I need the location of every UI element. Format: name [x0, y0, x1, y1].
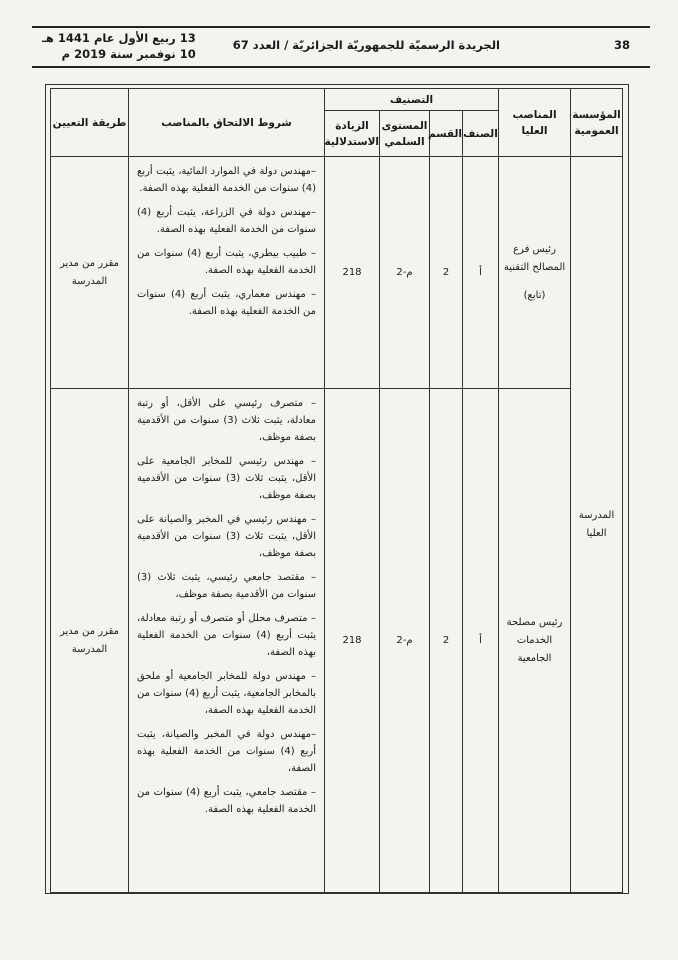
condition-item: – متصرف رئيسي على الأقل، أو رتبة معادلة، يثبت ثلاث (3) سنوات من الأقدمية بصفة موظف،: [137, 398, 316, 443]
condition-item: – مهندس دولة للمخابر الجامعية أو ملحق بالمخابر الجامعية، يثبت أربع (4) سنوات من الخدمة الفعلية بهذه الصفة،: [137, 671, 316, 716]
category-cell: أ: [463, 157, 499, 389]
condition-item: – مهندس معماري، يثبت أربع (4) سنوات من الخدمة الفعلية بهذه الصفة.: [137, 289, 316, 317]
condition-item: – مهندس رئيسي في المخبر والصيانة على الأقل، يثبت ثلاث (3) سنوات من الأقدمية بصفة موظف،: [137, 514, 316, 559]
institution-value: المدرسة العليا: [578, 509, 615, 539]
section-cell: 2: [430, 157, 463, 389]
condition-item: – متصرف محلل أو متصرف أو رتبة معادلة، يثبت أربع (4) سنوات من الخدمة الفعلية بهذه الصفة،: [137, 613, 317, 658]
appointment-cell: [51, 389, 129, 893]
condition-item: –مهندس دولة في المخبر والصيانة، يثبت أربع (4) سنوات من الخدمة الفعلية بهذه الصفة،: [137, 729, 317, 774]
condition-item: – مهندس رئيسي للمخابر الجامعية على الأقل، يثبت ثلاث (3) سنوات من الأقدمية بصفة موظف،: [137, 456, 316, 501]
position-cell: [499, 157, 571, 389]
position-cell: [499, 389, 571, 893]
conditions-cell: [129, 389, 325, 893]
header-level: المستوى السلمي: [380, 111, 430, 157]
increase-cell: 218: [325, 157, 380, 389]
header-section: القسم: [430, 111, 463, 157]
increase-cell: 218: [325, 389, 380, 893]
section-cell: 2: [430, 389, 463, 893]
date-gregorian: 10 نوفمبر سنة 2019 م: [61, 47, 196, 61]
table-row: [51, 389, 623, 893]
position-note: (تابع): [523, 289, 546, 301]
header-institution: المؤسسة العمومية: [571, 89, 623, 157]
header-positions: المناصب العليا: [499, 89, 571, 157]
condition-item: – مقتصد جامعي رئيسي، يثبت ثلاث (3) سنوات من الأقدمية بصفة موظف،: [137, 572, 316, 600]
category-cell: أ: [463, 389, 499, 893]
institution-cell: [571, 157, 623, 893]
header-category: الصنف: [463, 111, 499, 157]
level-cell: م-2: [380, 157, 430, 389]
conditions-cell: [129, 157, 325, 389]
gazette-title: الجريدة الرسميّة للجمهوريّة الجزائريّة / العدد 67: [232, 38, 500, 52]
header-classification: التصنيف: [325, 89, 499, 111]
condition-item: – مقتصد جامعي، يثبت أربع (4) سنوات من الخدمة الفعلية بهذه الصفة.: [137, 787, 316, 815]
appointment-cell: [51, 157, 129, 389]
page-header: [32, 26, 650, 68]
header-conditions: شروط الالتحاق بالمناصب: [129, 89, 325, 157]
position-name: رئيس مصلحة الخدمات الجامعية: [506, 616, 563, 664]
page-number: 38: [613, 38, 630, 52]
date-hijri: 13 ربيع الأول عام 1441 هـ: [42, 31, 196, 45]
appointment-value: مقرر من مدير المدرسة: [60, 257, 119, 287]
condition-item: – طبيب بيطري، يثبت أربع (4) سنوات من الخدمة الفعلية بهذه الصفة.: [137, 248, 316, 276]
header-appointment: طريقة التعيين: [51, 89, 129, 157]
position-name: رئيس فرع المصالح التقنية: [503, 243, 566, 273]
condition-item: –مهندس دولة في الموارد المائية، يثبت أربع (4) سنوات من الخدمة الفعلية بهذه الصفة.: [137, 166, 316, 194]
positions-table: [50, 88, 623, 893]
appointment-value: مقرر من مدير المدرسة: [60, 625, 119, 655]
issue-date: [42, 30, 196, 62]
level-cell: م-2: [380, 389, 430, 893]
table-row: [51, 157, 623, 389]
condition-item: –مهندس دولة في الزراعة، يثبت أربع (4) سنوات من الخدمة الفعلية بهذه الصفة.: [137, 207, 316, 235]
header-increase: الزيادة الاستدلالية: [325, 111, 380, 157]
